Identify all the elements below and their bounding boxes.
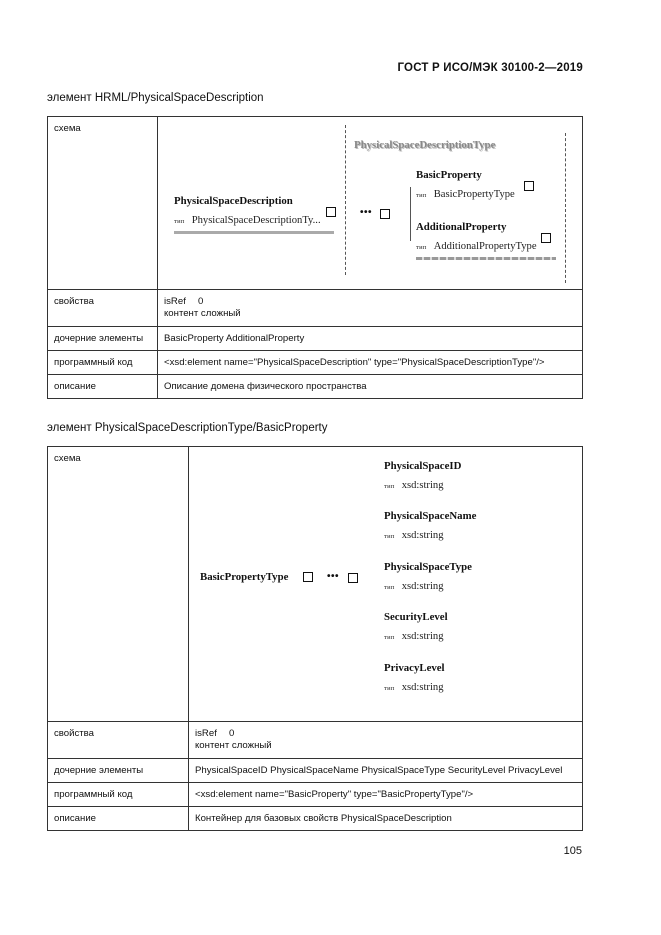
child-element-type <box>384 480 444 491</box>
code-label: программный код <box>48 783 189 807</box>
child-element-type <box>384 581 444 592</box>
child-element-name: PhysicalSpaceType <box>384 561 472 573</box>
type-prefix: тип <box>416 244 427 251</box>
type-value: xsd:string <box>401 530 444 541</box>
properties-cell <box>189 722 583 759</box>
section2-caption: элемент PhysicalSpaceDescriptionType/BasicProperty <box>47 422 328 434</box>
document-header: ГОСТ Р ИСО/МЭК 30100-2—2019 <box>397 62 583 74</box>
code-label: программный код <box>48 351 158 375</box>
group-frame-right <box>565 133 566 283</box>
section1-table <box>47 116 583 399</box>
schema-label: схема <box>48 117 158 290</box>
description-value: Контейнер для базовых свойств PhysicalSpaceDescription <box>189 807 583 831</box>
type-prefix: тип <box>384 483 395 490</box>
child-element-name: BasicProperty <box>416 169 482 181</box>
child-element-type <box>384 631 444 642</box>
child-element-type <box>384 682 444 693</box>
sequence-icon: ••• <box>327 571 340 582</box>
children-value: PhysicalSpaceID PhysicalSpaceName PhysicalSpaceType SecurityLevel PrivacyLevel <box>189 759 583 783</box>
section1-caption: элемент HRML/PhysicalSpaceDescription <box>47 92 264 104</box>
type-value: xsd:string <box>401 581 444 592</box>
sequence-box-icon <box>380 209 390 219</box>
isref-value: 0 <box>198 296 204 307</box>
code-value: <xsd:element name="BasicProperty" type="BasicPropertyType"/> <box>189 783 583 807</box>
content-type: контент сложный <box>164 308 241 319</box>
child-element-type <box>384 530 444 541</box>
child-element-name: PrivacyLevel <box>384 662 445 674</box>
connector-vertical <box>410 187 411 241</box>
type-prefix: тип <box>174 218 185 225</box>
schema-diagram-cell <box>189 447 583 722</box>
expand-icon[interactable] <box>326 207 336 217</box>
sequence-icon: ••• <box>360 207 373 218</box>
type-value: xsd:string <box>401 480 444 491</box>
child-element-name: PhysicalSpaceID <box>384 460 462 472</box>
children-label: дочерние элементы <box>48 759 189 783</box>
type-prefix: тип <box>384 533 395 540</box>
sequence-box-icon <box>348 573 358 583</box>
child-element-name: SecurityLevel <box>384 611 448 623</box>
child-element-name: PhysicalSpaceName <box>384 510 477 522</box>
properties-label: свойства <box>48 722 189 759</box>
children-value: BasicProperty AdditionalProperty <box>158 327 583 351</box>
group-frame-left <box>345 125 346 275</box>
type-prefix: тип <box>384 584 395 591</box>
description-label: описание <box>48 375 158 399</box>
type-value: xsd:string <box>401 631 444 642</box>
root-element-name: PhysicalSpaceDescription <box>174 195 293 207</box>
type-group-title: PhysicalSpaceDescriptionType <box>354 139 496 151</box>
type-prefix: тип <box>416 192 427 199</box>
properties-label: свойства <box>48 290 158 327</box>
properties-cell <box>158 290 583 327</box>
type-value: AdditionalPropertyType <box>433 241 537 252</box>
code-value: <xsd:element name="PhysicalSpaceDescription" type="PhysicalSpaceDescriptionType"/> <box>158 351 583 375</box>
child-element-name: AdditionalProperty <box>416 221 507 233</box>
expand-icon[interactable] <box>303 572 313 582</box>
section2-table <box>47 446 583 831</box>
type-value: xsd:string <box>401 682 444 693</box>
child-element-type <box>416 189 515 200</box>
root-element-type <box>174 215 321 226</box>
description-label: описание <box>48 807 189 831</box>
children-label: дочерние элементы <box>48 327 158 351</box>
schema-label: схема <box>48 447 189 722</box>
schema-diagram-cell <box>158 117 583 290</box>
schema-diagram <box>195 453 576 715</box>
description-value: Описание домена физического пространства <box>158 375 583 399</box>
isref-value: 0 <box>229 728 235 739</box>
type-prefix: тип <box>384 634 395 641</box>
isref-key: isRef <box>164 296 186 307</box>
isref-key: isRef <box>195 728 217 739</box>
root-element-name: BasicPropertyType <box>200 571 289 583</box>
content-type: контент сложный <box>195 740 272 751</box>
expand-icon[interactable] <box>541 233 551 243</box>
root-shadow <box>174 231 334 234</box>
expand-icon[interactable] <box>524 181 534 191</box>
page-number: 105 <box>563 845 582 857</box>
schema-diagram <box>164 123 576 283</box>
type-prefix: тип <box>384 685 395 692</box>
type-value: PhysicalSpaceDescriptionTy... <box>191 215 321 226</box>
type-value: BasicPropertyType <box>433 189 515 200</box>
child-shadow <box>416 257 556 260</box>
child-element-type <box>416 241 537 252</box>
